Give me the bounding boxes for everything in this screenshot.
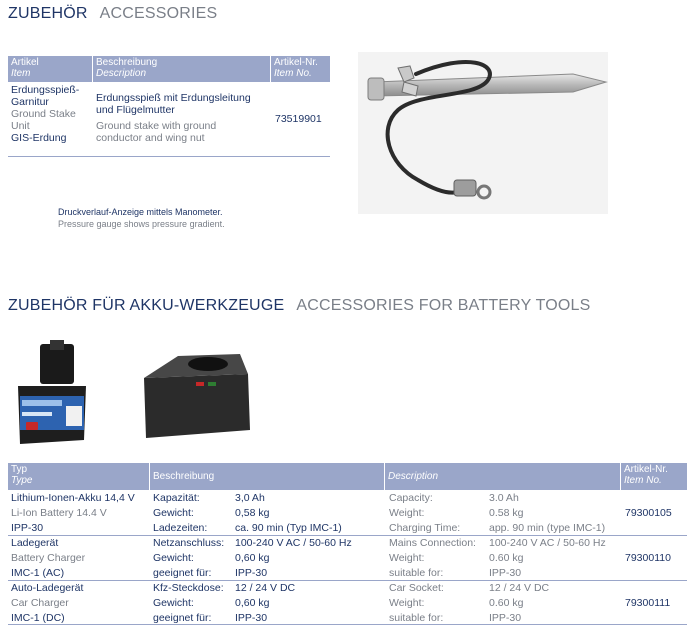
header-beschreibung: Beschreibung [96,57,158,68]
row1-name-en: Battery Charger [11,552,86,564]
spec-label: Gewicht: [153,597,194,609]
header-description [385,463,620,490]
note-en: Pressure gauge shows pressure gradient. [58,219,225,229]
header-artnr-label: Artikel-Nr. [624,464,668,475]
header-typ: Typ [11,464,28,475]
row2-spec-en [389,582,549,624]
row-divider [8,580,687,581]
spec-value: 0.60 kg [489,552,524,564]
spec-value: app. 90 min (type IMC-1) [489,522,606,534]
spec-label: geeignet für: [153,612,212,624]
header-type [8,463,149,490]
item-name [11,84,79,144]
spec-value: ca. 90 min (Typ IMC-1) [235,522,342,534]
header-itemno: Item No. [274,68,312,79]
spec-value: IPP-30 [489,567,522,579]
spec-label: Weight: [389,552,425,564]
row1-spec-en [389,537,606,579]
section1-title [8,5,217,23]
row-divider [8,624,687,625]
header-artnr [621,463,687,490]
spec-value: 100-240 V AC / 50-60 Hz [235,537,352,549]
spec-label: Gewicht: [153,552,194,564]
spec-label: suitable for: [389,612,444,624]
spec-label: Gewicht: [153,507,194,519]
row2-code: IMC-1 (DC) [11,612,65,624]
spec-label: Car Socket: [389,582,444,594]
spec-value: 0,60 kg [235,552,270,564]
spec-label: Mains Connection: [389,537,476,549]
row1-code: IMC-1 (AC) [11,567,65,579]
charger-image [138,348,254,448]
row0-code: IPP-30 [11,522,44,534]
row2-name-en: Car Charger [11,597,69,609]
spec-label: Kapazität: [153,492,200,504]
row-name [11,537,85,579]
row1-name-de: Ladegerät [11,537,59,549]
spec-value: 0,60 kg [235,597,270,609]
row1-spec-de [153,537,352,579]
header-description [93,56,270,82]
row-divider [8,535,687,536]
header-itemno-label: Item No. [624,475,662,486]
header-description-en: Description [96,68,147,79]
section1-title-en: ACCESSORIES [99,5,218,22]
row-name [11,582,83,624]
spec-label: Netzanschluss: [153,537,225,549]
row0-number: 79300105 [625,507,672,519]
row0-name-de: Lithium-Ionen-Akku 14,4 V [11,492,135,504]
row2-number: 79300111 [625,597,671,609]
item-description [96,92,251,144]
spec-label: Capacity: [389,492,433,504]
item-desc-en-1: Ground stake with ground [96,120,217,132]
row-divider [8,156,330,157]
section2-title [8,297,591,315]
item-name-de-2: Garnitur [11,96,49,108]
battery-image [10,340,94,450]
section2-title-de: ZUBEHÖR FÜR AKKU-WERKZEUGE [8,297,285,314]
spec-value: 0.58 kg [489,507,524,519]
spec-value: IPP-30 [235,612,268,624]
row1-number: 79300110 [625,552,671,564]
item-desc-de-1: Erdungsspieß mit Erdungsleitung [96,92,251,104]
note [58,206,225,230]
header-artikel: Artikel [11,57,39,68]
spec-value: 100-240 V AC / 50-60 Hz [489,537,606,549]
header-beschreibung [150,463,384,490]
header-number [271,56,330,82]
item-desc-en-2: conductor and wing nut [96,132,205,144]
header-type-en: Type [11,475,33,486]
section2-title-en: ACCESSORIES FOR BATTERY TOOLS [296,297,591,314]
spec-label: Weight: [389,507,425,519]
row0-spec-de [153,492,342,534]
section1-title-de: ZUBEHÖR [8,5,88,22]
note-de: Druckverlauf-Anzeige mittels Manometer. [58,207,223,217]
item-name-de-1: Erdungsspieß- [11,84,80,96]
ground-stake-image [358,52,608,214]
spec-label: suitable for: [389,567,444,579]
item-name-en-1: Ground Stake [11,108,76,120]
item-name-en-2: Unit [11,120,30,132]
header-item-en: Item [11,68,31,79]
row2-spec-de [153,582,295,624]
spec-label: geeignet für: [153,567,212,579]
row2-name-de: Auto-Ladegerät [11,582,84,594]
row0-name-en: Li-Ion Battery 14.4 V [11,507,107,519]
row-name [11,492,135,534]
spec-value: 0.60 kg [489,597,524,609]
row0-spec-en [389,492,605,534]
spec-label: Ladezeiten: [153,522,208,534]
spec-value: 12 / 24 V DC [235,582,296,594]
header-item [8,56,92,82]
item-code: GIS-Erdung [11,132,67,144]
spec-value: 3.0 Ah [489,492,519,504]
spec-value: 3,0 Ah [235,492,265,504]
spec-value: 12 / 24 V DC [489,582,550,594]
spec-value: IPP-30 [235,567,268,579]
spec-label: Weight: [389,597,425,609]
item-desc-de-2: und Flügelmutter [96,104,175,116]
spec-label: Kfz-Steckdose: [153,582,224,594]
header-beschreibung-label: Beschreibung [153,471,215,482]
header-description-label: Description [388,471,439,482]
header-artnr: Artikel-Nr. [274,57,318,68]
spec-value: 0,58 kg [235,507,270,519]
spec-value: IPP-30 [489,612,522,624]
item-number: 73519901 [275,113,322,125]
spec-label: Charging Time: [389,522,461,534]
